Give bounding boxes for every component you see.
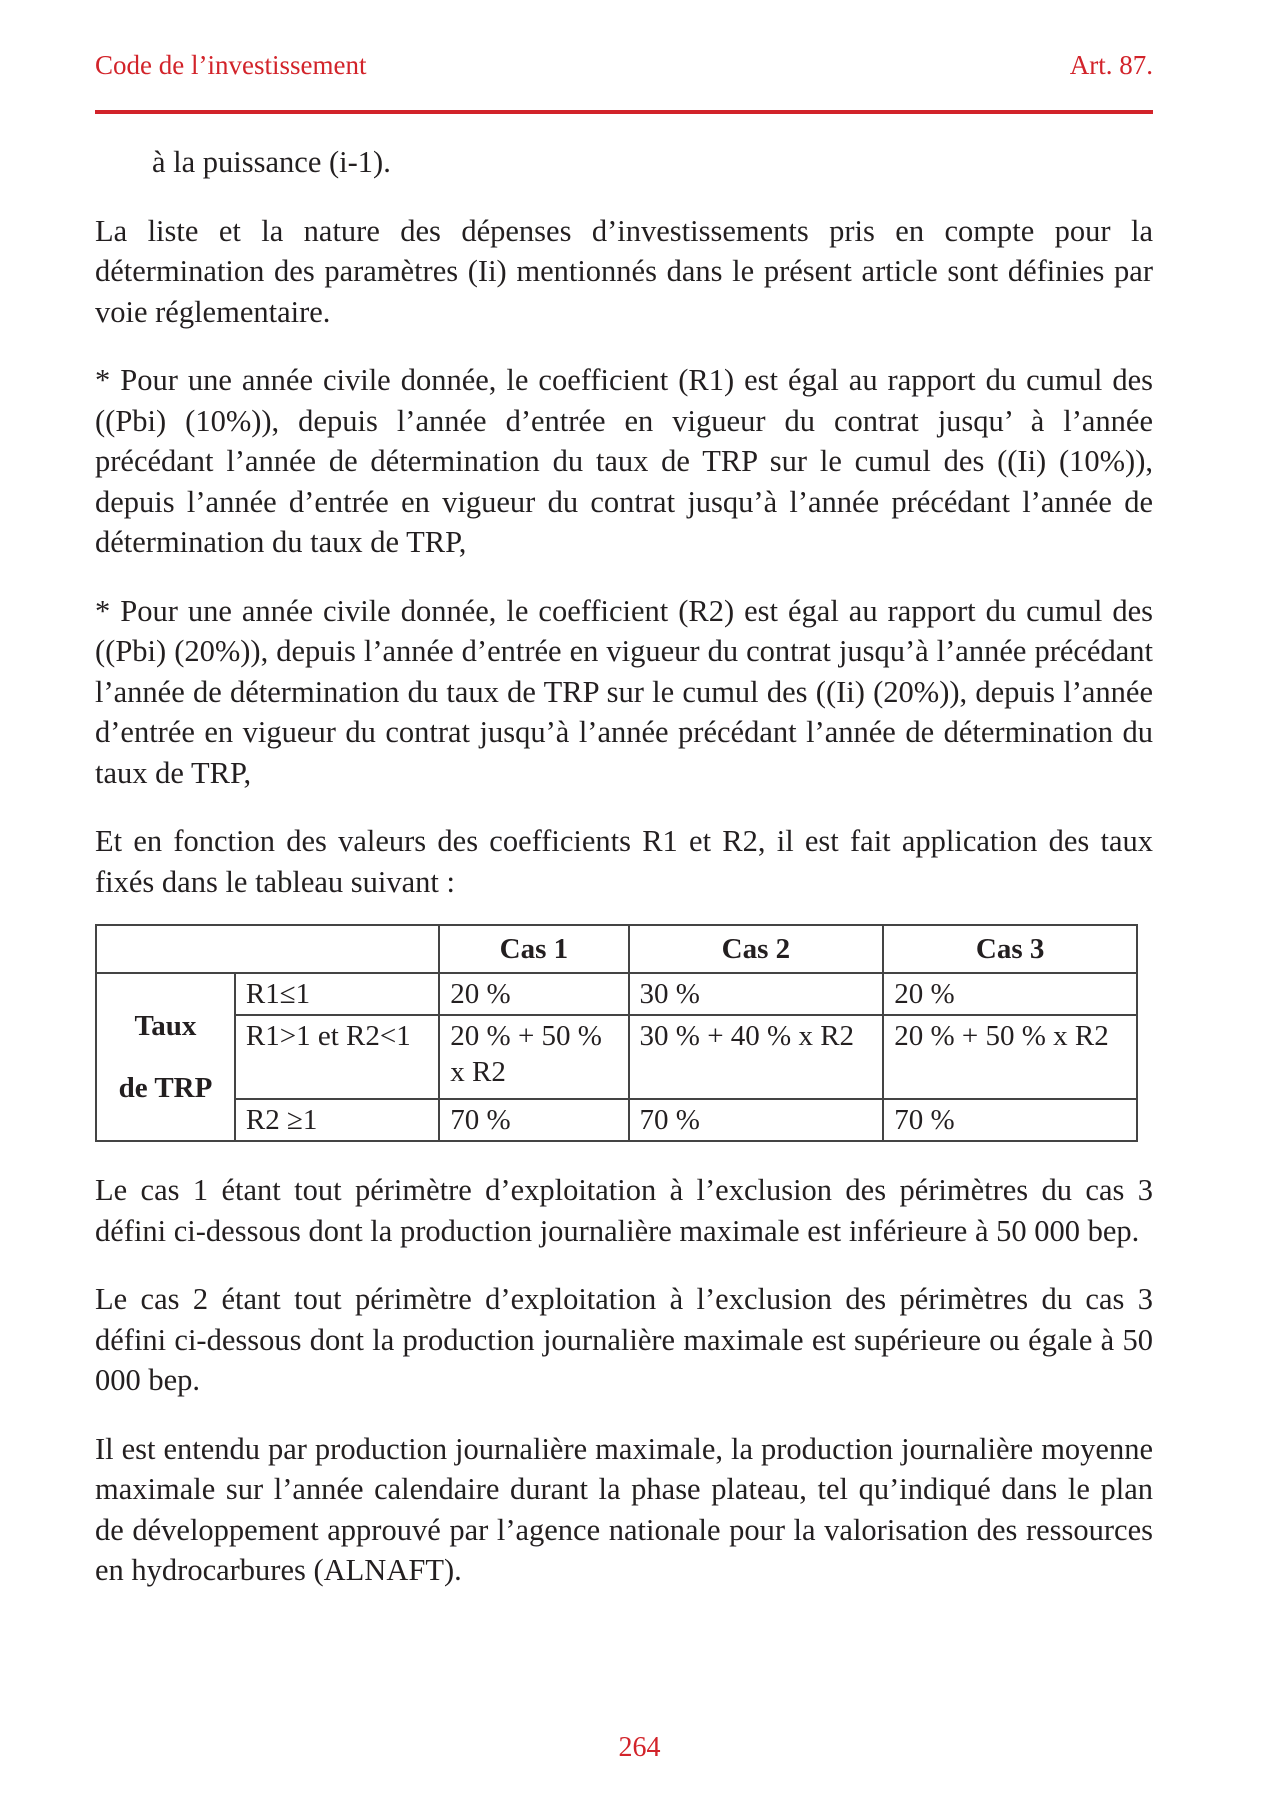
page-body <box>95 142 1153 1619</box>
rate-cell: 70 % <box>883 1099 1137 1141</box>
header-cas-3: Cas 3 <box>883 925 1137 973</box>
paragraph-expenses: La liste et la nature des dépenses d’investissements pris en compte pour la détermination des paramètres (Ii) mentionnés dans le présent article sont définies par voie réglementaire. <box>95 213 1153 329</box>
paragraph-r1: * Pour une année civile donnée, le coefficient (R1) est égal au rapport du cumul des ((Pbi) (10%)), depuis l’année d’entrée en vigueur du contrat jusqu’ à l’année précédant l’année de détermination du taux de TRP sur le cumul des ((Ii) (10%)), depuis l’année d’entrée en vigueur du contrat jusqu’à l’année précédant l’année de détermination du taux de TRP, <box>95 363 1153 559</box>
table-corner-cell <box>96 925 439 973</box>
paragraph-cas-2: Le cas 2 étant tout périmètre d’exploitation à l’exclusion des périmètres du cas 3 défini ci-dessous dont la production journalière maximale est supérieure ou égale à 50 000 bep. <box>95 1282 1153 1397</box>
running-header <box>95 50 1153 90</box>
rate-cell: 20 % + 50 % x R2 <box>439 1015 628 1099</box>
rate-cell: 70 % <box>439 1099 628 1141</box>
paragraph-production-definition: Il est entendu par production journalière maximale, la production journalière moyenne maximale sur l’année calendaire durant la phase plateau, tel qu’indiqué dans le plan de développement approuvé par l’agence nationale pour la valorisation des ressources en hydrocarbures (ALNAFT). <box>95 1431 1153 1587</box>
header-divider <box>95 110 1153 114</box>
table-row <box>96 1015 1137 1099</box>
book-title: Code de l’investissement <box>95 50 367 80</box>
condition-cell: R1≤1 <box>235 973 439 1015</box>
row-group-label <box>96 973 235 1141</box>
row-label-line2: de TRP <box>118 1072 213 1104</box>
page-number: 264 <box>618 1732 661 1763</box>
rate-cell: 30 % + 40 % x R2 <box>629 1015 884 1099</box>
article-number: Art. 87. <box>1069 50 1153 80</box>
table-header-row <box>96 925 1137 973</box>
paragraph-table-intro: Et en fonction des valeurs des coefficients R1 et R2, il est fait application des taux fixés dans le tableau suivant : <box>95 824 1153 899</box>
table-row <box>96 1099 1137 1141</box>
rate-cell: 30 % <box>629 973 884 1015</box>
rate-cell: 20 % + 50 % x R2 <box>883 1015 1137 1099</box>
rate-cell: 20 % <box>883 973 1137 1015</box>
paragraph-cas-1: Le cas 1 étant tout périmètre d’exploitation à l’exclusion des périmètres du cas 3 défini ci-dessous dont la production journalière maximale est inférieure à 50 000 bep. <box>95 1173 1153 1248</box>
rate-cell: 70 % <box>629 1099 884 1141</box>
paragraph-continuation: à la puissance (i-1). <box>152 145 391 179</box>
table-row <box>96 973 1137 1015</box>
trp-rate-table <box>95 924 1138 1142</box>
condition-cell: R1>1 et R2<1 <box>235 1015 439 1099</box>
row-label-line1: Taux <box>134 1010 197 1042</box>
paragraph-r2: * Pour une année civile donnée, le coefficient (R2) est égal au rapport du cumul des ((Pbi) (20%)), depuis l’année d’entrée en vigueur du contrat jusqu’à l’année précédant l’année de détermination du taux de TRP sur le cumul des ((Ii) (20%)), depuis l’année d’entrée en vigueur du contrat jusqu’à l’année précédant l’année de détermination du taux de TRP, <box>95 593 1153 790</box>
condition-cell: R2 ≥1 <box>235 1099 439 1141</box>
rate-cell: 20 % <box>439 973 628 1015</box>
header-cas-1: Cas 1 <box>439 925 628 973</box>
header-cas-2: Cas 2 <box>629 925 884 973</box>
